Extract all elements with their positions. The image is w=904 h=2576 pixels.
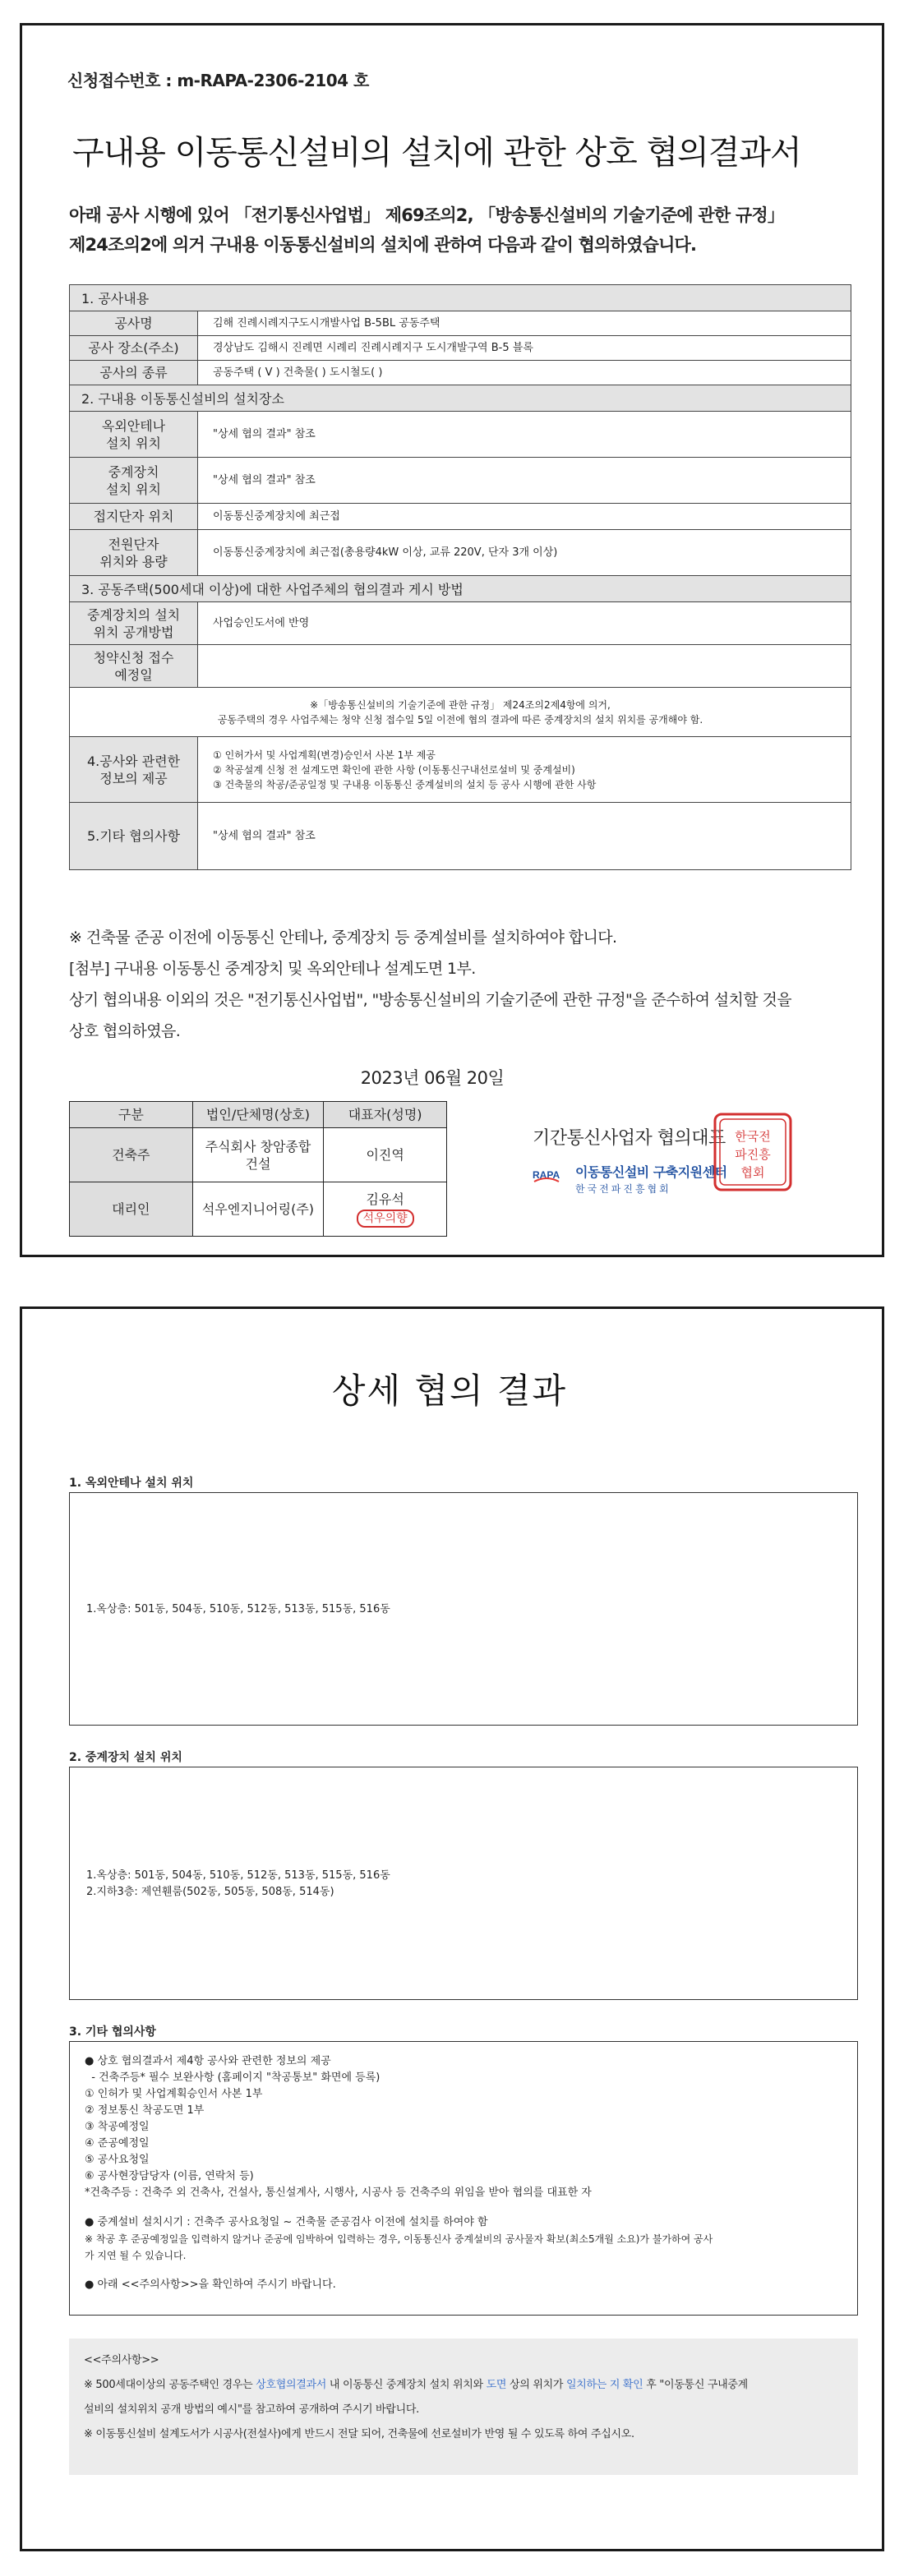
rep-cell <box>324 1182 447 1237</box>
antenna-location-value: "상세 협의 결과" 참조 <box>198 412 851 458</box>
info-provision-value <box>198 737 851 803</box>
org-cell <box>192 1128 324 1182</box>
agreement-line: ② 정보통신 착공도면 1부 <box>85 2104 205 2117</box>
section-2-header: 2. 구내용 이동통신설비의 설치장소 <box>70 385 851 412</box>
spacer <box>85 2264 842 2277</box>
table-row <box>70 361 851 385</box>
table-row <box>70 458 851 504</box>
label-line: 4.공사와 관련한 <box>86 753 181 769</box>
label-line: 중계장치 <box>108 463 159 480</box>
label-line: 위치와 용량 <box>99 553 168 569</box>
other-agreement-label: 5.기타 협의사항 <box>70 803 198 870</box>
note-line: [첨부] 구내용 이동통신 중계장치 및 옥외안테나 설계도면 1부. <box>69 960 476 978</box>
signature-header-row <box>70 1102 447 1128</box>
table-row <box>70 688 851 737</box>
list-item: ① 인허가서 및 사업계획(변경)승인서 사본 1부 제공 <box>213 749 436 761</box>
repeater-location-text <box>86 1868 390 1901</box>
note-line: ※ 건축물 준공 이전에 이동통신 안테나, 중계장치 등 중계설비를 설치하여야 합니다. <box>69 929 617 947</box>
notice-text: 내 이동통신 중계장치 설치 위치와 <box>326 2379 487 2391</box>
seal-text-line: 파진흥 <box>735 1147 771 1162</box>
agreement-line: - 건축주등* 필수 보완사항 (홈페이지 "착공통보" 화면에 등록) <box>85 2071 381 2084</box>
agreement-table <box>69 284 851 870</box>
antenna-location-box <box>69 1492 858 1726</box>
agreement-line: ※ 착공 후 준공예정일을 입력하지 않거나 준공에 임박하여 입력하는 경우, 이동통신사 중계설비의 공사물자 확보(최소5개월 소요)가 불가하여 공사 <box>85 2233 713 2245</box>
table-row <box>70 1182 447 1237</box>
antenna-location-label <box>70 412 198 458</box>
project-type-value: 공동주택 ( V ) 건축물( ) 도시철도( ) <box>198 361 851 385</box>
power-terminal-label <box>70 530 198 576</box>
table-row <box>70 645 851 688</box>
label-line: 정보의 제공 <box>99 770 168 786</box>
rapa-logo-icon <box>533 1165 560 1185</box>
carrier-representative-label: 기간통신사업자 협의대표 <box>533 1128 726 1149</box>
agreement-line: ⑤ 공사요청일 <box>85 2154 150 2166</box>
section-2-header-row <box>70 385 851 412</box>
rapa-name: 이동통신설비 구축지원센터 <box>575 1164 727 1180</box>
section-3-header-row <box>70 576 851 602</box>
agreement-line: ④ 준공예정일 <box>85 2137 150 2150</box>
signature-table <box>69 1101 447 1237</box>
agreement-line: ① 인허가 및 사업계획승인서 사본 1부 <box>85 2088 263 2100</box>
section-3-header: 3. 공동주택(500세대 이상)에 대한 사업주체의 협의결과 게시 방법 <box>70 576 851 602</box>
label-line: 청약신청 접수 <box>93 649 174 666</box>
power-terminal-value: 이동통신중계장치에 최근접(총용량4kW 이상, 교류 220V, 단자 3개 이상) <box>198 530 851 576</box>
label-line: 중계장치의 설치 <box>86 606 181 623</box>
company-seal-stamp: 석우의향 <box>357 1210 414 1228</box>
subscription-date-value <box>198 645 851 688</box>
intro-line-1: 아래 공사 시행에 있어 「전기통신사업법」 제69조의2, 「방송통신설비의 기술기준에 관한 규정」 <box>69 205 785 225</box>
agreement-line: 가 지연 될 수 있습니다. <box>85 2250 187 2261</box>
label-line: 위치 공개방법 <box>93 624 174 640</box>
section-1-heading: 1. 옥외안테나 설치 위치 <box>69 1477 194 1490</box>
agreement-date: 2023년 06월 20일 <box>360 1068 505 1088</box>
table-row <box>70 1128 447 1182</box>
agreement-line: ⑥ 공사현장담당자 (이름, 연락처 등) <box>85 2170 254 2182</box>
agreement-line: ● 중계설비 설치시기 : 건축주 공사요청일 ~ 건축물 준공검사 이전에 설치를 하여야 함 <box>85 2216 488 2228</box>
rapa-subtitle: 한국전파진흥협회 <box>575 1183 671 1195</box>
label-line: 설치 위치 <box>106 435 161 451</box>
org-line: 주식회사 창암종합 <box>205 1138 311 1154</box>
notice-line-1 <box>84 2373 843 2398</box>
project-type-label: 공사의 종류 <box>70 361 198 385</box>
seal-text-line: 협회 <box>740 1165 765 1180</box>
table-row <box>70 311 851 336</box>
other-agreement-box <box>69 2041 858 2316</box>
official-seal-icon <box>712 1111 794 1193</box>
intro-line-2: 제24조의2에 의거 구내용 이동통신설비의 설치에 관하여 다음과 같이 협의하였습니다. <box>69 235 697 255</box>
notes <box>69 922 858 1047</box>
label-line: 옥외안테나 <box>101 417 166 434</box>
notice-highlight: 도면 <box>486 2379 507 2391</box>
label-line: 설치 위치 <box>106 481 161 497</box>
table-row <box>70 602 851 645</box>
agreement-line: ● 상호 협의결과서 제4항 공사와 관련한 정보의 제공 <box>85 2055 331 2067</box>
page-2-title: 상세 협의 결과 <box>331 1371 568 1411</box>
label-line: 전원단자 <box>108 536 159 552</box>
seal-text-line: 한국전 <box>735 1129 771 1144</box>
repeater-location-value: "상세 협의 결과" 참조 <box>198 458 851 504</box>
other-agreement-value: "상세 협의 결과" 참조 <box>198 803 851 870</box>
location-line: 1.옥상층: 501동, 504동, 510동, 512동, 513동, 515동, 516동 <box>86 1869 390 1882</box>
caution-notice <box>69 2339 858 2475</box>
role-cell: 대리인 <box>70 1182 193 1237</box>
spacer <box>85 2201 842 2214</box>
note-line: ※「방송통신설비의 기술기준에 관한 규정」 제24조의2제4항에 의거, <box>310 698 611 711</box>
subscription-date-label <box>70 645 198 688</box>
header-organization: 법인/단체명(상호) <box>192 1102 324 1128</box>
notice-text: ※ 500세대이상의 공동주택인 경우는 <box>84 2379 256 2391</box>
section-2-heading: 2. 중계장치 설치 위치 <box>69 1751 182 1764</box>
table-row <box>70 803 851 870</box>
agreement-line: ● 아래 <<주의사항>>을 확인하여 주시기 바랍니다. <box>85 2279 336 2291</box>
org-line: 건설 <box>245 1155 271 1172</box>
table-row <box>70 530 851 576</box>
ground-terminal-value: 이동통신중계장치에 최근접 <box>198 504 851 530</box>
antenna-location-text: 1.옥상층: 501동, 504동, 510동, 512동, 513동, 515동, 516동 <box>86 1603 390 1615</box>
header-representative: 대표자(성명) <box>324 1102 447 1128</box>
rep-name: 김유석 <box>366 1191 404 1207</box>
disclosure-method-label <box>70 602 198 645</box>
list-item: ② 착공설계 신청 전 설계도면 확인에 관한 사항 (이동통신구내선로설비 및 중계설비) <box>213 763 575 776</box>
section-1-header-row <box>70 285 851 311</box>
location-line: 2.지하3층: 제연휀룸(502동, 505동, 508동, 514동) <box>86 1886 334 1898</box>
project-address-value: 경상남도 김해시 진례면 시례리 진례시례지구 도시개발구역 B-5 블록 <box>198 336 851 361</box>
rapa-logo-text: RAPA <box>533 1169 560 1181</box>
list-item: ③ 건축물의 착공/준공일정 및 구내용 이동통신 중계설비의 설치 등 공사 시행에 관한 사항 <box>213 778 597 790</box>
project-name-value: 김해 진례시례지구도시개발사업 B-5BL 공동주택 <box>198 311 851 336</box>
intro-text <box>69 200 850 260</box>
table-row <box>70 737 851 803</box>
label-line: 예정일 <box>114 666 153 683</box>
disclosure-method-value: 사업승인도서에 반영 <box>198 602 851 645</box>
project-address-label: 공사 장소(주소) <box>70 336 198 361</box>
section-3-note <box>70 688 851 737</box>
org-cell: 석우엔지니어링(주) <box>192 1182 324 1237</box>
ground-terminal-label: 접지단자 위치 <box>70 504 198 530</box>
notice-line-3: ※ 이동통신설비 설계도서가 시공사(전설사)에게 반드시 전달 되어, 건축물에 선로설비가 반영 될 수 있도록 하여 주십시오. <box>84 2428 634 2440</box>
notice-text: 상의 위치가 <box>506 2379 566 2391</box>
notice-title: <<주의사항>> <box>84 2354 159 2366</box>
header-division: 구분 <box>70 1102 193 1128</box>
info-provision-label <box>70 737 198 803</box>
notice-highlight: 상호협의결과서 <box>256 2379 327 2391</box>
table-row <box>70 412 851 458</box>
project-name-label: 공사명 <box>70 311 198 336</box>
application-number: 신청접수번호 : m-RAPA-2306-2104 호 <box>67 71 369 90</box>
note-line: 공동주택의 경우 사업주체는 청약 신청 접수일 5일 이전에 협의 결과에 따른 중계장치의 설치 위치를 공개해야 함. <box>217 713 703 726</box>
repeater-location-box <box>69 1767 858 2000</box>
role-cell: 건축주 <box>70 1128 193 1182</box>
table-row <box>70 336 851 361</box>
notice-line-2: 설비의 설치위치 공개 방법의 예시"를 참고하여 공개하여 주시기 바랍니다. <box>84 2403 419 2416</box>
repeater-location-label <box>70 458 198 504</box>
agreement-line: *건축주등 : 건축주 외 건축사, 건설사, 통신설계사, 시행사, 시공사 등 건축주의 위임을 받아 협의를 대표한 자 <box>85 2187 592 2199</box>
section-1-header: 1. 공사내용 <box>70 285 851 311</box>
notice-text: 후 "이동통신 구내중계 <box>643 2379 748 2391</box>
agreement-line: ③ 착공예정일 <box>85 2121 150 2133</box>
document-title: 구내용 이동통신설비의 설치에 관한 상호 협의결과서 <box>72 134 801 172</box>
table-row <box>70 504 851 530</box>
notice-highlight: 일치하는 지 확인 <box>565 2379 643 2391</box>
note-line: 상호 협의하였음. <box>69 1022 181 1040</box>
note-line: 상기 협의내용 이외의 것은 "전기통신사업법", "방송통신설비의 기술기준에 관한 규정"을 준수하여 설치할 것을 <box>69 991 792 1009</box>
section-3-heading: 3. 기타 협의사항 <box>69 2025 156 2039</box>
rep-cell: 이진역 <box>324 1128 447 1182</box>
